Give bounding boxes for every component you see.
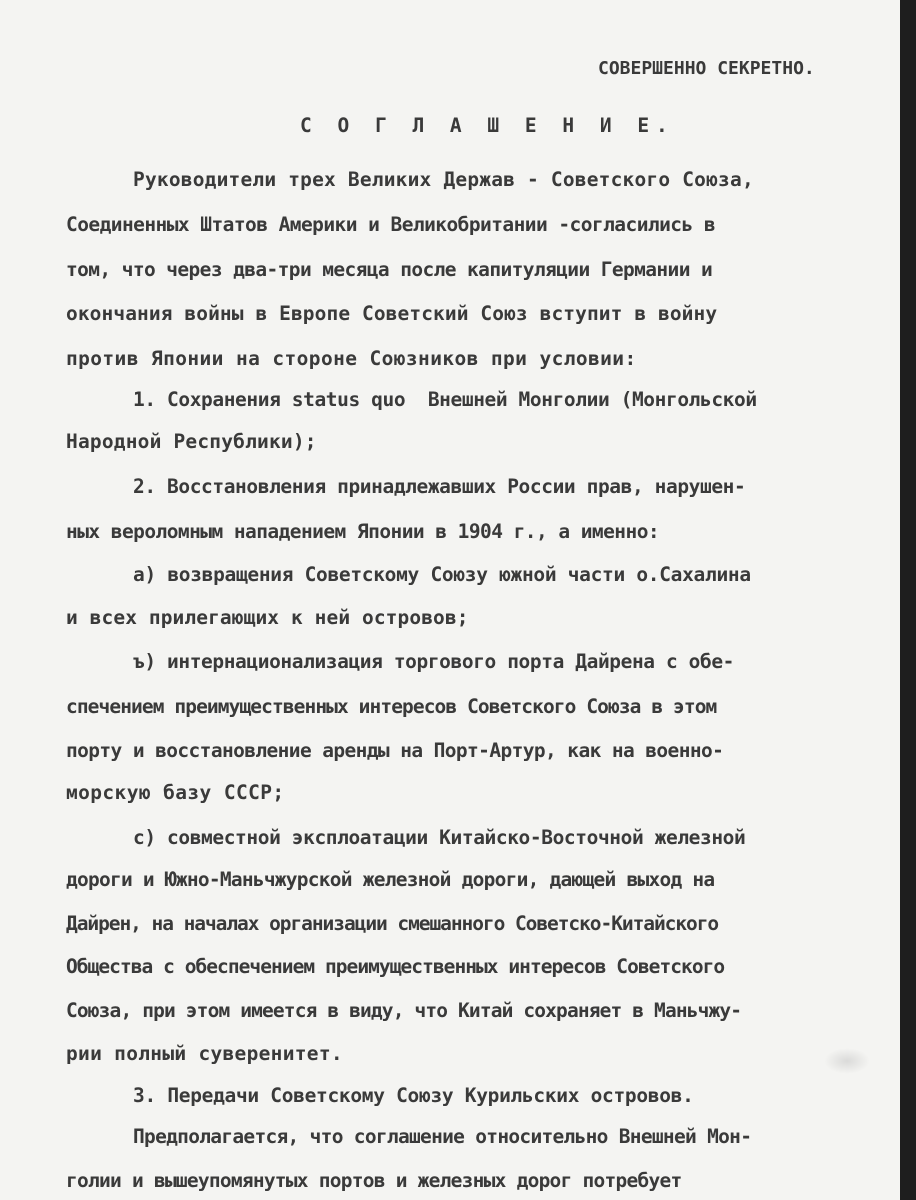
scan-smudge (824, 1048, 870, 1074)
text-line: ных вероломным нападением Японии в 1904 г., а именно: (66, 520, 660, 543)
text-line: Руководители трех Великих Держав - Советского Союза, (133, 168, 754, 191)
list-item-c: с) совместной эксплоатации Китайско-Восточной железной (133, 826, 746, 849)
text-line: Народной Республики); (66, 430, 317, 453)
text-line: голии и вышеупомянутых портов и железных дорог потребует (66, 1169, 682, 1192)
text-line: том, что через два-три месяца после капитуляции Германии и (66, 258, 713, 281)
text-line: Соединенных Штатов Америки и Великобритании -согласились в (66, 213, 716, 236)
text-line: спечением преимущественных интересов Советского Союза в этом (66, 695, 717, 718)
classification-stamp: СОВЕРШЕННО СЕКРЕТНО. (598, 58, 815, 79)
list-item-1: 1. Сохранения status quo Внешней Монголии (Монгольской (133, 388, 757, 411)
scan-edge (900, 0, 916, 1200)
text-line: морскую базу СССР; (66, 781, 285, 804)
list-item-a: а) возвращения Советскому Союзу южной части о.Сахалина (133, 563, 751, 586)
text-line: рии полный суверенитет. (66, 1042, 343, 1065)
list-item-3: 3. Передачи Советскому Союзу Курильских островов. (133, 1084, 694, 1107)
text-line: против Японии на стороне Союзников при условии: (66, 347, 637, 370)
text-line: окончания войны в Европе Советский Союз вступит в войну (66, 302, 718, 325)
text-line: и всех прилегающих к ней островов; (66, 606, 469, 629)
text-line: дороги и Южно-Маньчжурской железной дороги, дающей выход на (66, 868, 715, 891)
list-item-2: 2. Восстановления принадлежавших России прав, нарушен- (133, 475, 746, 498)
text-line: Дайрен, на началах организации смешанного Советско-Китайского (66, 912, 719, 935)
list-item-b: ъ) интернационализация торгового порта Дайрена с обе- (133, 650, 735, 673)
text-line: Общества с обеспечением преимущественных интересов Советского (66, 955, 725, 978)
document-title: С О Г Л А Ш Е Н И Е. (300, 114, 675, 137)
text-line: порту и восстановление аренды на Порт-Артур, как на военно- (66, 739, 724, 762)
text-line: Предполагается, что соглашение относительно Внешней Мон- (133, 1125, 752, 1148)
text-line: Союза, при этом имеется в виду, что Китай сохраняет в Маньчжу- (66, 999, 742, 1022)
